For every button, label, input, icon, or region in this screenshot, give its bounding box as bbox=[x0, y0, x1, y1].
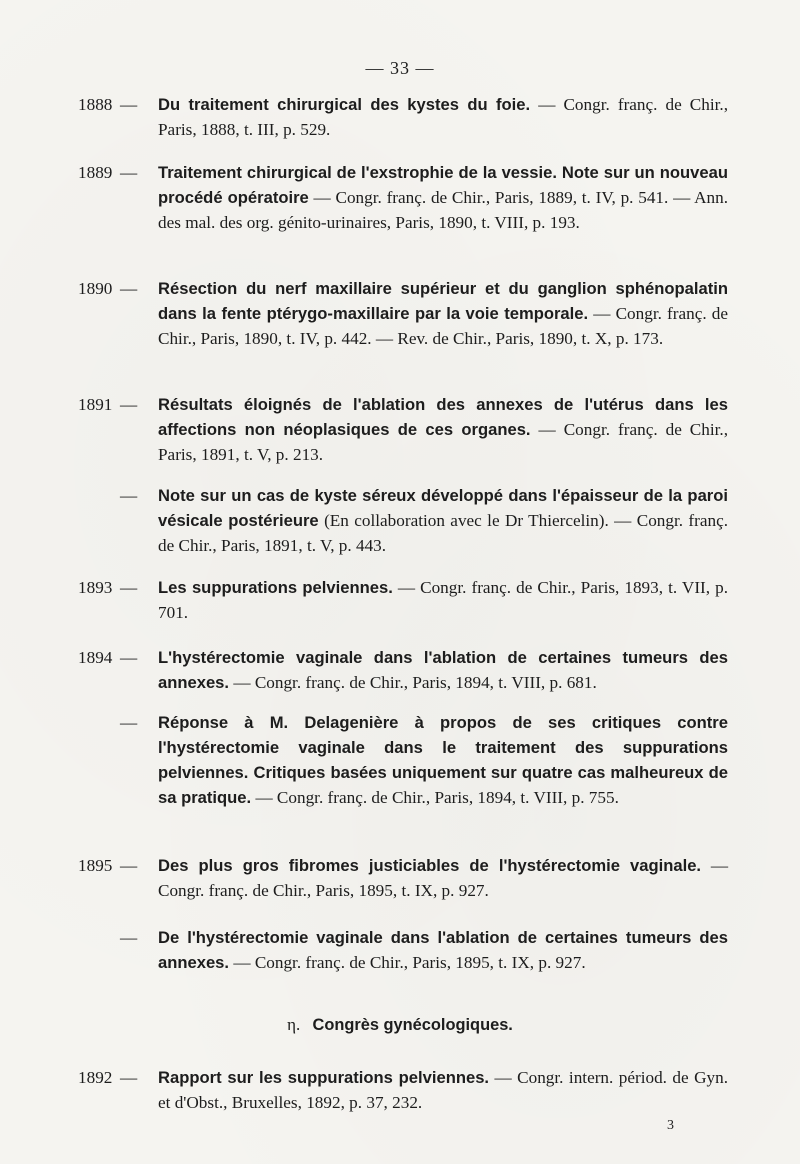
entry-reference: — Congr. franç. de Chir., Paris, 1893, t. VII, p. 701. bbox=[158, 578, 729, 622]
entry-reference: — Congr. franç. de Chir., Paris, 1889, t. IV, p. 541. — Ann. des mal. des org. génito-urinaires, Paris, 1890, t. VIII, p. 193. bbox=[158, 188, 728, 232]
entry-year: 1893 bbox=[78, 578, 113, 597]
entry-dash: — bbox=[120, 648, 138, 667]
entry-reference: — Congr. franç. de Chir., Paris, 1891, t. V, p. 213. bbox=[158, 420, 729, 464]
entry-dash: — bbox=[120, 486, 138, 505]
entry-1891 bbox=[78, 392, 728, 467]
entry-year: 1894 bbox=[78, 648, 113, 667]
section-marker: η. bbox=[287, 1015, 301, 1034]
entry-1893 bbox=[78, 575, 728, 625]
entry-1890 bbox=[78, 276, 728, 351]
entry-reference: — Congr. franç. de Chir., Paris, 1895, t. IX, p. 927. bbox=[158, 856, 729, 900]
entry-title: Du traitement chirurgical des kystes du foie. bbox=[158, 95, 531, 114]
entry-1889 bbox=[78, 160, 728, 235]
entry-title: Traitement chirurgical de l'exstrophie de la vessie. Note sur un nouveau procédé opératoire bbox=[158, 163, 728, 207]
entry-title: Les suppurations pelviennes. bbox=[158, 578, 393, 597]
entry-dash: — bbox=[120, 713, 138, 732]
entry-reference: — Congr. intern. périod. de Gyn. et d'Obst., Bruxelles, 1892, p. 37, 232. bbox=[158, 1068, 729, 1112]
entry-dash: — bbox=[120, 928, 138, 947]
entry-1892 bbox=[78, 1065, 728, 1115]
entry-reference: — Congr. franç. de Chir., Paris, 1890, t. IV, p. 442. — Rev. de Chir., Paris, 1890, t. X, p. 173. bbox=[158, 304, 728, 348]
section-heading bbox=[0, 1015, 800, 1035]
entry-dash: — bbox=[120, 95, 138, 114]
entry-1895 bbox=[78, 853, 728, 903]
entry-dash: — bbox=[120, 279, 138, 298]
entry-1891-note bbox=[78, 483, 728, 558]
entry-title: Réponse à M. Delagenière à propos de ses critiques contre l'hystérectomie vaginale dans le traitement des suppurations pelviennes. Critiques basées uniquement sur quatre cas malheureux de sa pratique. bbox=[158, 713, 728, 807]
entry-1894-response bbox=[78, 710, 728, 810]
entry-year: 1892 bbox=[78, 1068, 113, 1087]
entry-reference: — Congr. franç. de Chir., Paris, 1894, t. VIII, p. 755. bbox=[255, 788, 619, 807]
entry-title: Rapport sur les suppurations pelviennes. bbox=[158, 1068, 490, 1087]
entry-1894 bbox=[78, 645, 728, 695]
entry-dash: — bbox=[120, 856, 138, 875]
entry-title: Résultats éloignés de l'ablation des annexes de l'utérus dans les affections non néoplasiques de ces organes. bbox=[158, 395, 728, 439]
entry-title: Note sur un cas de kyste séreux développé dans l'épaisseur de la paroi vésicale postérieure bbox=[158, 486, 728, 530]
entry-title: Des plus gros fibromes justiciables de l'hystérectomie vaginale. bbox=[158, 856, 702, 875]
entry-reference: (En collaboration avec le Dr Thiercelin). — Congr. franç. de Chir., Paris, 1891, t. V, p. 443. bbox=[158, 511, 729, 555]
entry-year: 1895 bbox=[78, 856, 113, 875]
page-number: — 33 — bbox=[365, 58, 435, 78]
entry-title: L'hystérectomie vaginale dans l'ablation de certaines tumeurs des annexes. bbox=[158, 648, 728, 692]
section-title: Congrès gynécologiques. bbox=[312, 1016, 513, 1034]
entry-title: Résection du nerf maxillaire supérieur et du ganglion sphénopalatin dans la fente ptérygo-maxillaire par la voie temporale. bbox=[158, 279, 728, 323]
signature-mark: 3 bbox=[667, 1118, 674, 1133]
entry-dash: — bbox=[120, 578, 138, 597]
entry-1895-annexes bbox=[78, 925, 728, 975]
entry-reference: — Congr. franç. de Chir., Paris, 1895, t. IX, p. 927. bbox=[233, 953, 586, 972]
entry-reference: — Congr. franç. de Chir., Paris, 1888, t. III, p. 529. bbox=[158, 95, 728, 139]
entry-year: 1890 bbox=[78, 279, 113, 298]
entry-dash: — bbox=[120, 395, 138, 414]
entry-year: 1889 bbox=[78, 163, 113, 182]
entry-dash: — bbox=[120, 1068, 138, 1087]
entry-year: 1891 bbox=[78, 395, 113, 414]
entry-reference: — Congr. franç. de Chir., Paris, 1894, t. VIII, p. 681. bbox=[233, 673, 597, 692]
entry-dash: — bbox=[120, 163, 138, 182]
entry-1888 bbox=[78, 92, 728, 142]
entry-year: 1888 bbox=[78, 95, 113, 114]
entry-title: De l'hystérectomie vaginale dans l'ablation de certaines tumeurs des annexes. bbox=[158, 928, 728, 972]
